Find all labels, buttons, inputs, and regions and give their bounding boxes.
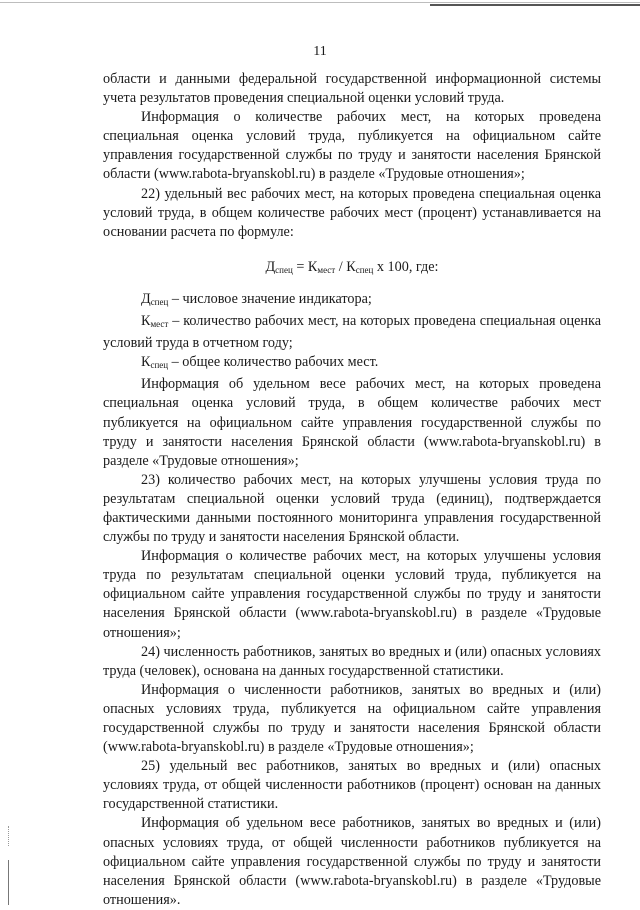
def-d-text: – числовое значение индикатора;	[168, 290, 372, 307]
def-k2-symbol: К	[141, 354, 151, 371]
paragraph-item-25: 25) удельный вес работников, занятых во вредных и (или) опасных условиях труда, от общей численности работников (процент) основан на данных государственной статистики.	[103, 758, 601, 813]
def-k1-sub: мест	[150, 319, 169, 330]
paragraph-1: области и данными федеральной государственной информационной системы учета результатов проведения специальной оценки условий труда.	[103, 71, 601, 107]
paragraph-info-25: Информация об удельном весе работников, занятых во вредных и (или) опасных условиях труда, от общей численности работников публикуется на официальном сайте управления государственной службы по труду и занятости населения Брянской области (www.rabota-bryanskobl.ru) в разделе «Трудовые отношения».	[103, 815, 601, 908]
paragraph-info-22: Информация об удельном весе рабочих мест, на которых проведена специальная оценка условий труда, в общем количестве рабочих мест публикуется на официальном сайте управления государственной службы по труду и занятости населения Брянской области (www.rabota-bryanskobl.ru) в разделе «Трудовые отношения»;	[103, 376, 601, 469]
def-k2-sub: спец	[150, 360, 169, 371]
paragraph-2: Информация о количестве рабочих мест, на которых проведена специальная оценка условий труда, публикуется на официальном сайте управления государственной службы по труду и занятости населения Брянской области (www.rabota-bryanskobl.ru) в разделе «Трудовые отношения»;	[103, 109, 601, 183]
formula-k2-sub: спец	[355, 264, 374, 275]
formula-tail: x 100, где:	[373, 258, 439, 275]
margin-scan-line	[8, 860, 9, 905]
def-k2-text: – общее количество рабочих мест.	[168, 354, 379, 371]
margin-scan-dots	[8, 826, 10, 846]
paragraph-item-23: 23) количество рабочих мест, на которых улучшены условия труда по результатам специальной оценки условий труда (единиц), подтверждается фактическими данными постоянного мониторинга управления государственной службы по труду и занятости населения Брянской области.	[103, 471, 601, 546]
def-k1-symbol: К	[141, 313, 151, 330]
definition-d-spec	[103, 290, 601, 312]
paragraph-item-24: 24) численность работников, занятых во вредных и (или) опасных условиях труда (человек), основана на данных государственной статистики.	[103, 643, 601, 679]
definition-k-mest	[103, 312, 601, 353]
paragraph-info-24: Информация о численности работников, занятых во вредных и (или) опасных условиях труда, публикуется на официальном сайте управления государственной службы по труду и занятости населения Брянской области (www.rabota-bryanskobl.ru) в разделе «Трудовые отношения»;	[103, 681, 601, 756]
top-right-rule	[430, 4, 640, 6]
formula-div: /	[335, 258, 347, 275]
document-body	[103, 70, 601, 910]
paragraph-info-23: Информация о количестве рабочих мест, на которых улучшены условия труда по результатам специальной оценки условий труда, публикуется на официальном сайте управления государственной службы по труду и занятости населения Брянской области (www.rabota-bryanskobl.ru) в разделе «Трудовые отношения»;	[103, 548, 601, 641]
def-d-sub: спец	[150, 296, 169, 307]
top-edge-line	[0, 2, 640, 3]
formula-d: Д	[265, 258, 276, 275]
formula	[103, 258, 601, 280]
def-d-symbol: Д	[141, 290, 151, 307]
definition-k-spec	[103, 353, 601, 375]
formula-k1-sub: мест	[317, 264, 336, 275]
formula-k2: К	[346, 258, 356, 275]
formula-eq: =	[292, 258, 308, 275]
page-number: 11	[313, 44, 327, 59]
def-k1-text: – количество рабочих мест, на которых проведена специальная оценка условий труда в отчетном году;	[103, 313, 601, 352]
formula-d-sub: спец	[275, 264, 293, 275]
paragraph-item-22: 22) удельный вес рабочих мест, на которых проведена специальная оценка условий труда, в общем количестве рабочих мест (процент) устанавливается на основании расчета по формуле:	[103, 185, 601, 240]
formula-k1: К	[307, 258, 318, 275]
